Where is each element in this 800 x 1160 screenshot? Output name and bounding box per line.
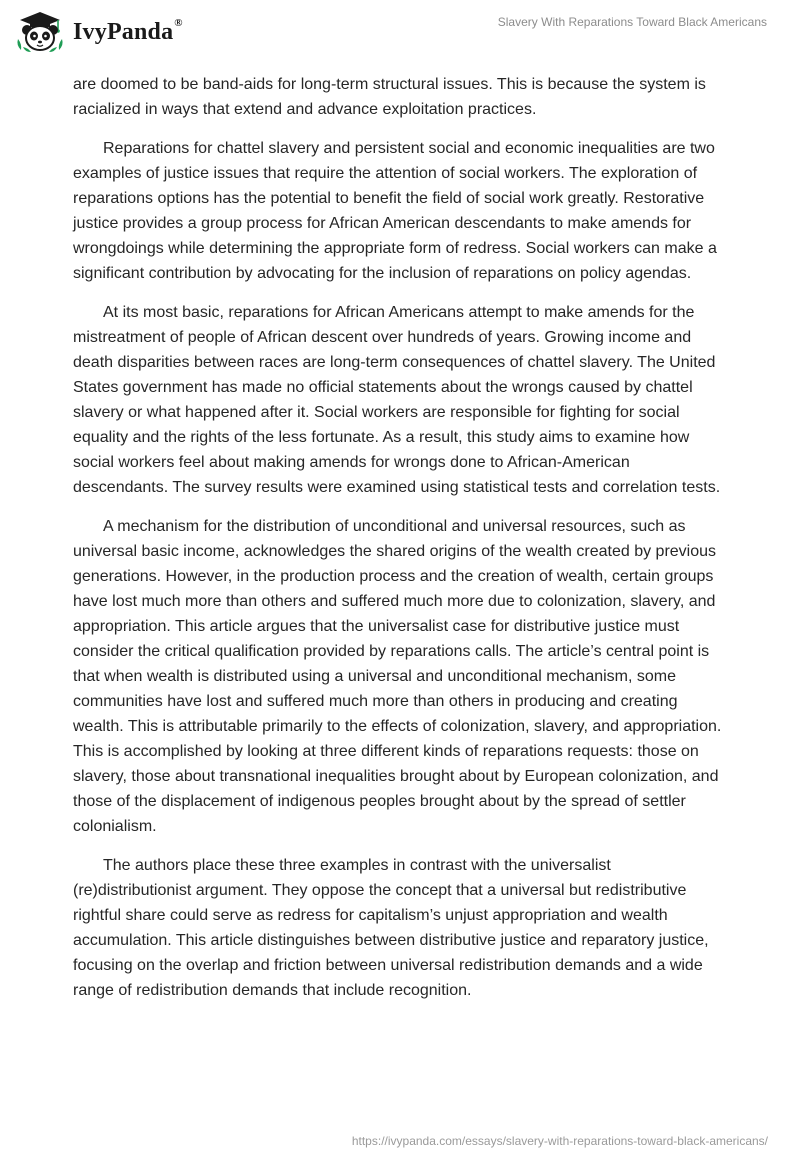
essay-body [73,72,728,1017]
ivypanda-logo[interactable] [15,11,183,53]
panda-graduate-icon [15,11,65,53]
document-title: Slavery With Reparations Toward Black Americans [497,15,767,29]
registered-mark: ® [174,16,183,29]
paragraph-1: are doomed to be band-aids for long-term structural issues. This is because the system is racialized in ways that extend and advance exploitation practices. [73,76,706,118]
brand-name: IvyPanda® [73,16,183,45]
source-url[interactable]: https://ivypanda.com/essays/slavery-with-reparations-toward-black-americans/ [351,1134,768,1148]
paragraph-4: A mechanism for the distribution of unconditional and universal resources, such as universal basic income, acknowledges the shared origins of the wealth created by previous generations. However, in the production process and the creation of wealth, certain groups have lost much more than others and suffered much more due to colonization, slavery, and appropriation. This article argues that the universalist case for distributive justice must consider the critical qualification provided by reparations calls. The article’s central point is that when wealth is distributed using a universal and unconditional mechanism, some communities have lost and suffered much more than others in producing and creating wealth. This is attributable primarily to the effects of colonization, slavery, and appropriation. This is accomplished by looking at three different kinds of reparations requests: those on slavery, those about transnational inequalities brought about by European colonization, and those of the displacement of indigenous peoples brought about by the spread of settler colonialism. [73,518,722,835]
paragraph-2: Reparations for chattel slavery and persistent social and economic inequalities are two examples of justice issues that require the attention of social workers. The exploration of reparations options has the potential to benefit the field of social work greatly. Restorative justice provides a group process for African American descendants to make amends for wrongdoings while determining the appropriate form of redress. Social workers can make a significant contribution by advocating for the inclusion of reparations on policy agendas. [73,140,717,282]
paragraph-3: At its most basic, reparations for African Americans attempt to make amends for the mistreatment of people of African descent over hundreds of years. Growing income and death disparities between races are long-term consequences of chattel slavery. The United States government has made no official statements about the wrongs caused by chattel slavery or what happened after it. Social workers are responsible for fighting for social equality and the rights of the less fortunate. As a result, this study aims to examine how social workers feel about making amends for wrongs done to African-American descendants. The survey results were examined using statistical tests and correlation tests. [73,304,721,496]
paragraph-5: The authors place these three examples in contrast with the universalist (re)distributionist argument. They oppose the concept that a universal but redistributive rightful share could serve as redress for capitalism’s unjust appropriation and wealth accumulation. This article distinguishes between distributive justice and reparatory justice, focusing on the overlap and friction between universal redistribution demands and a wide range of redistribution demands that include recognition. [73,857,709,999]
